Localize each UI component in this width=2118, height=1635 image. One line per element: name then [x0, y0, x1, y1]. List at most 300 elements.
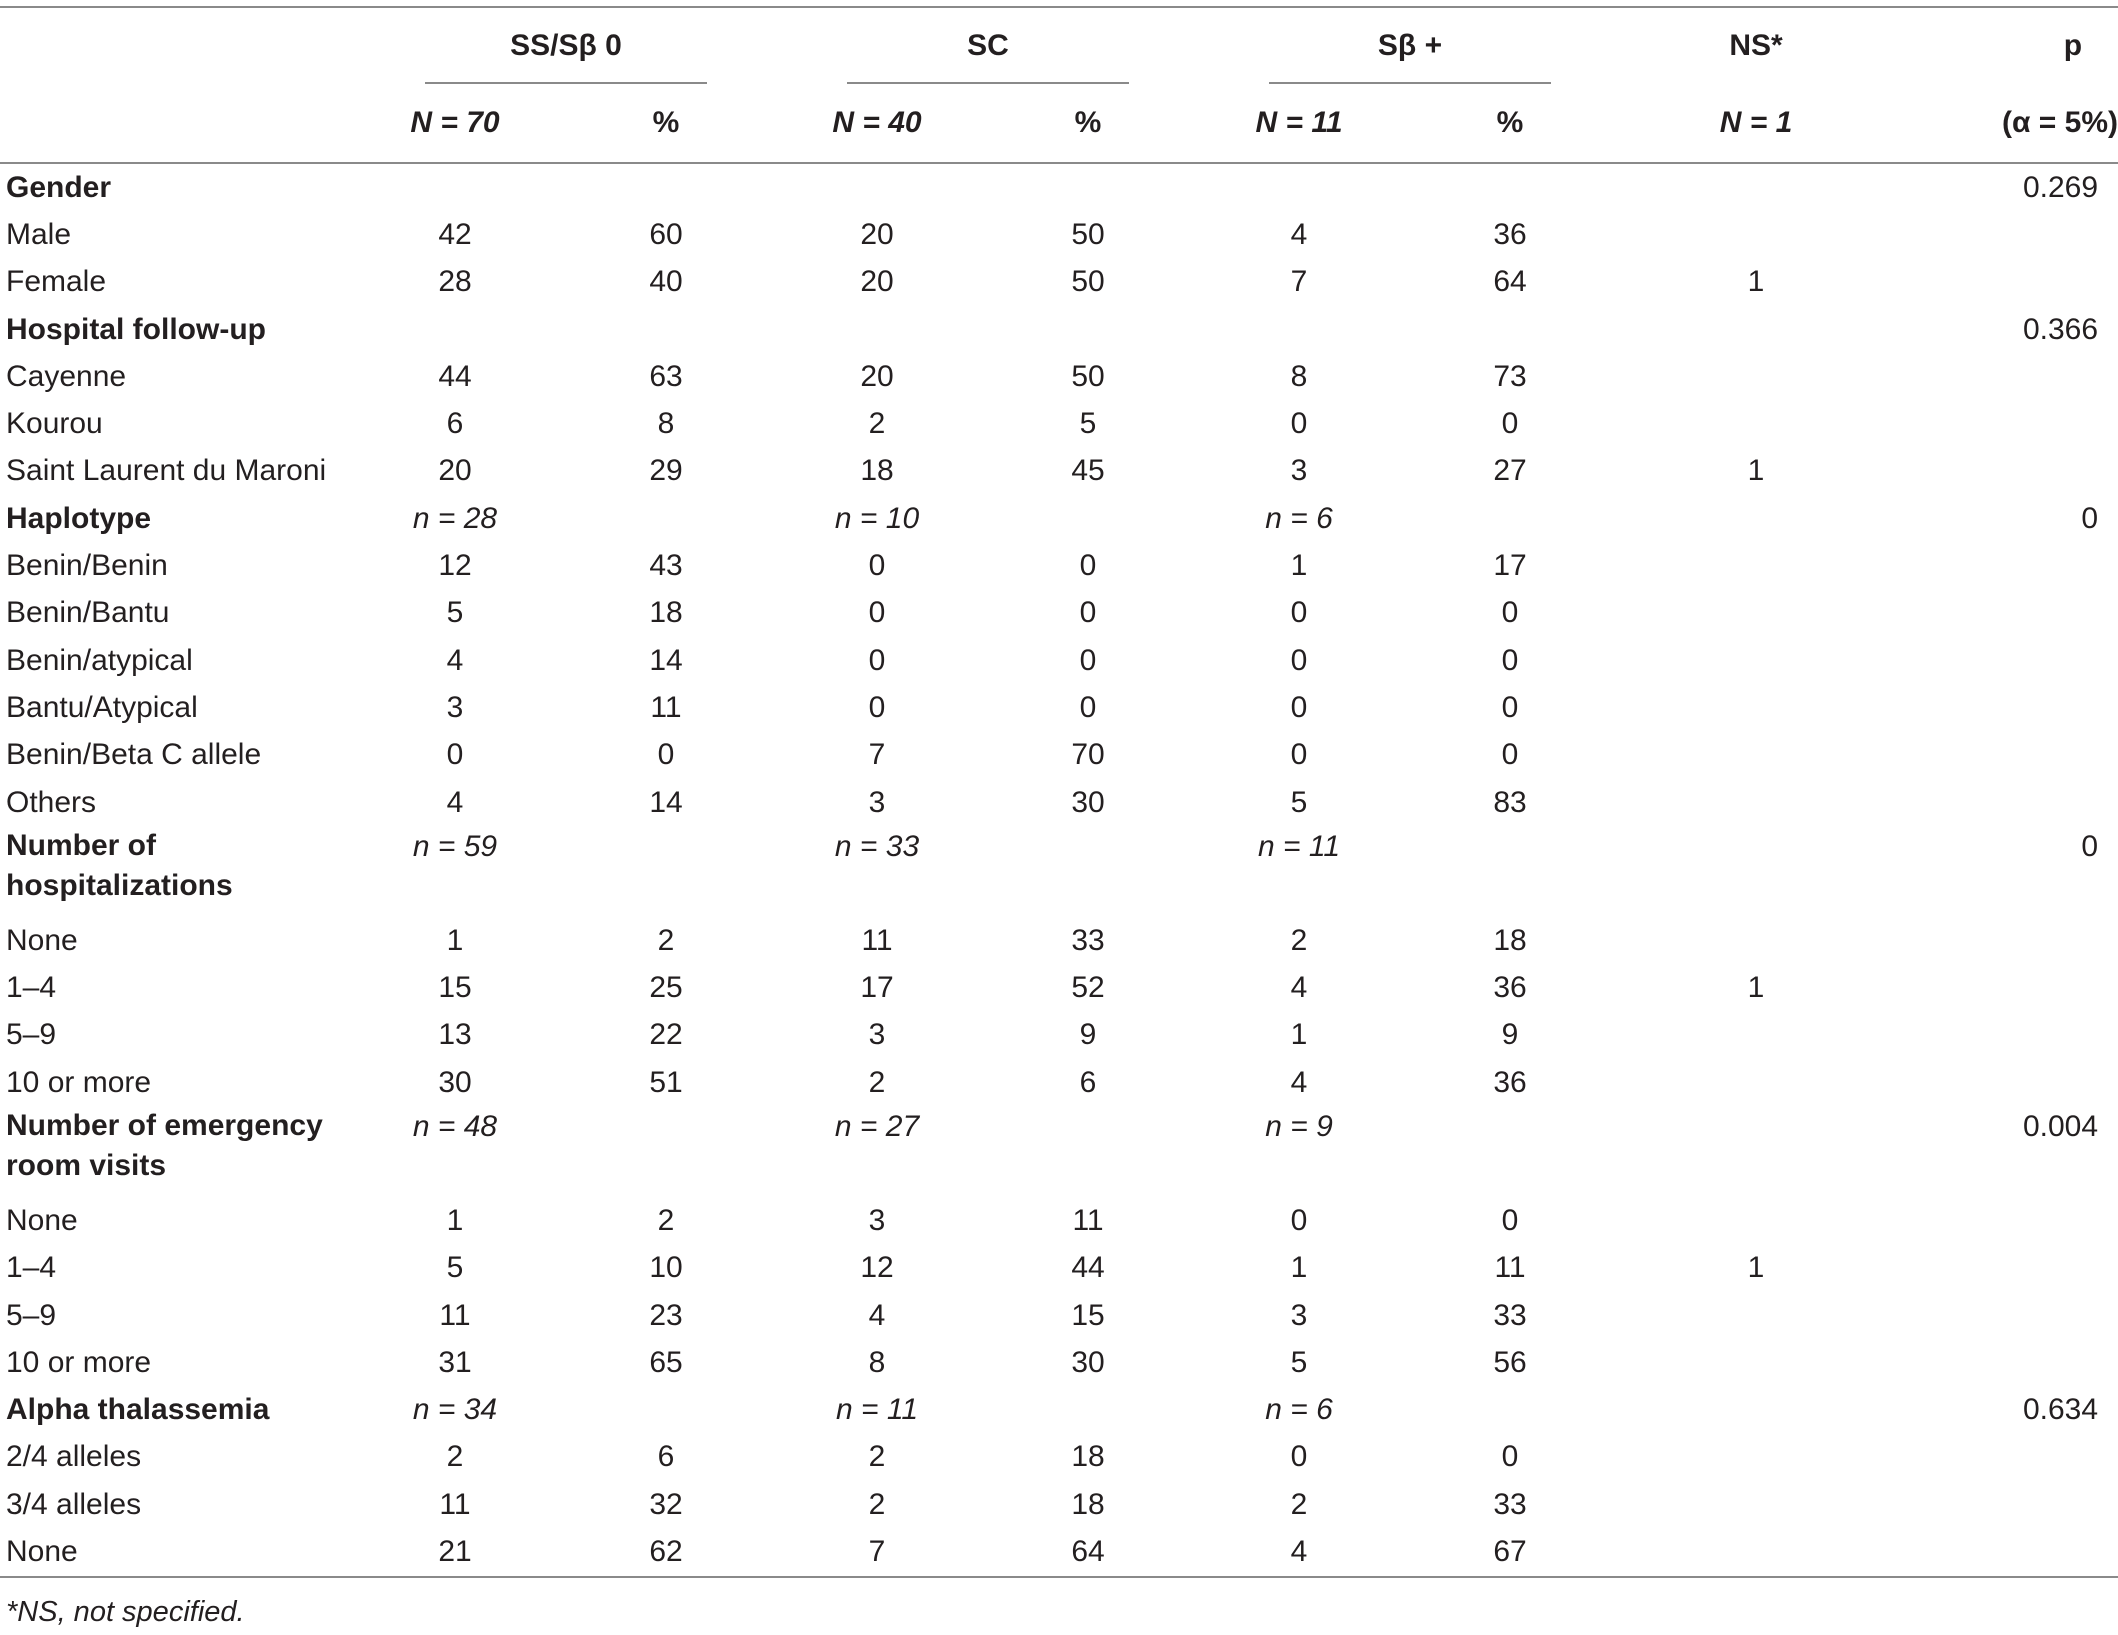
empty-cell — [1891, 1339, 2118, 1386]
empty-cell — [1891, 1012, 2118, 1059]
subtotal-cell — [355, 163, 555, 211]
empty-cell — [1891, 684, 2118, 731]
value-cell: 3 — [1290, 454, 1308, 488]
subtotal-cell: n = 6 — [1265, 501, 1333, 535]
value-cell: 5 — [446, 596, 464, 630]
value-cell: 4 — [1290, 971, 1308, 1005]
header-n-sc: N = 40 — [777, 84, 977, 163]
value-cell: 3 — [868, 785, 886, 819]
value-cell: 0 — [1079, 549, 1097, 583]
table-row — [0, 1339, 2118, 1386]
section-label: Number of hospitalizations — [6, 829, 233, 903]
value-cell: 0 — [1290, 407, 1308, 441]
subtotal-cell — [777, 163, 977, 211]
table-row — [0, 637, 2118, 684]
table-row — [0, 917, 2118, 964]
empty-cell — [977, 495, 1199, 542]
value-cell: 15 — [438, 971, 472, 1005]
value-cell: 0 — [1290, 1440, 1308, 1474]
value-cell — [1621, 1012, 1891, 1059]
value-cell: 15 — [1071, 1298, 1105, 1332]
row-label: Cayenne — [6, 359, 127, 393]
subtotal-cell: n = 9 — [1265, 1110, 1333, 1144]
value-cell: 8 — [1290, 359, 1308, 393]
empty-cell — [555, 495, 777, 542]
value-cell — [1621, 400, 1891, 447]
row-label: Others — [6, 785, 97, 819]
value-cell — [1621, 917, 1891, 964]
value-cell: 25 — [649, 971, 683, 1005]
value-cell — [1621, 1292, 1891, 1339]
header-group-ss — [355, 7, 777, 84]
table-row — [0, 353, 2118, 400]
value-cell: 2 — [868, 1487, 886, 1521]
p-value: 0.269 — [2022, 170, 2099, 204]
value-cell: 64 — [1493, 265, 1527, 299]
value-cell: 1 — [1290, 1251, 1308, 1285]
value-cell: 2 — [1290, 923, 1308, 957]
empty-cell — [1399, 1106, 1621, 1197]
value-cell: 1 — [1290, 549, 1308, 583]
table-row — [0, 448, 2118, 495]
empty-cell — [555, 163, 777, 211]
header-pct-sc: % — [977, 84, 1199, 163]
table-row — [0, 259, 2118, 306]
table-row — [0, 732, 2118, 779]
value-cell: 11 — [439, 1487, 471, 1521]
empty-cell — [1891, 259, 2118, 306]
table-row — [0, 1528, 2118, 1576]
empty-cell — [1621, 163, 1891, 211]
value-cell — [1621, 1481, 1891, 1528]
table-row — [0, 542, 2118, 589]
value-cell: 11 — [650, 690, 682, 724]
value-cell: 62 — [555, 1528, 777, 1576]
table-row — [0, 1012, 2118, 1059]
value-cell: 0 — [1079, 690, 1097, 724]
empty-cell — [977, 306, 1199, 353]
row-label: Male — [6, 217, 72, 251]
section-row — [0, 306, 2118, 353]
value-cell — [1621, 1339, 1891, 1386]
footnote: *NS, not specified. — [6, 1596, 245, 1628]
value-cell: 4 — [446, 785, 464, 819]
empty-cell — [1891, 590, 2118, 637]
empty-cell — [1891, 353, 2118, 400]
value-cell: 0 — [1079, 643, 1097, 677]
subtotal-cell — [355, 306, 555, 353]
value-cell: 20 — [438, 454, 472, 488]
value-cell: 83 — [1493, 785, 1527, 819]
value-cell: 1 — [1747, 971, 1765, 1005]
value-cell: 50 — [1071, 217, 1105, 251]
value-cell: 44 — [438, 359, 472, 393]
value-cell: 30 — [1071, 785, 1105, 819]
empty-cell — [555, 1387, 777, 1434]
table-header — [0, 7, 2118, 163]
value-cell: 2 — [657, 923, 675, 957]
value-cell: 13 — [438, 1018, 472, 1052]
value-cell: 0 — [1079, 596, 1097, 630]
empty-cell — [1891, 732, 2118, 779]
value-cell: 4 — [446, 643, 464, 677]
value-cell: 11 — [1072, 1203, 1104, 1237]
empty-cell — [1399, 306, 1621, 353]
value-cell: 0 — [1501, 643, 1519, 677]
empty-cell — [1891, 1434, 2118, 1481]
row-label: Kourou — [6, 407, 103, 441]
row-label: 10 or more — [6, 1345, 152, 1379]
section-label: Hospital follow-up — [6, 312, 266, 346]
value-cell: 21 — [355, 1528, 555, 1576]
value-cell: 1 — [1747, 265, 1765, 299]
value-cell: 65 — [649, 1345, 683, 1379]
value-cell: 9 — [1501, 1018, 1519, 1052]
section-label: Number of emergency room visits — [6, 1109, 323, 1183]
value-cell: 5 — [1290, 785, 1308, 819]
value-cell: 20 — [860, 265, 894, 299]
value-cell: 18 — [1493, 923, 1527, 957]
empty-cell — [1891, 1481, 2118, 1528]
group-name: SS/Sβ 0 — [510, 29, 622, 62]
value-cell — [1621, 732, 1891, 779]
table-row — [0, 779, 2118, 826]
subtotal-cell — [1199, 306, 1399, 353]
subtotal-cell: n = 27 — [834, 1110, 920, 1144]
value-cell: 3 — [446, 690, 464, 724]
row-label: Benin/atypical — [6, 643, 193, 677]
value-cell: 2 — [446, 1440, 464, 1474]
value-cell: 0 — [1501, 738, 1519, 772]
value-cell: 33 — [1493, 1487, 1527, 1521]
value-cell: 32 — [649, 1487, 683, 1521]
value-cell: 33 — [1071, 923, 1105, 957]
row-label: 5–9 — [6, 1298, 57, 1332]
header-blank — [0, 84, 355, 163]
section-label: Gender — [6, 170, 112, 204]
value-cell: 50 — [1071, 359, 1105, 393]
value-cell: 18 — [649, 596, 683, 630]
empty-cell — [555, 306, 777, 353]
value-cell: 45 — [1071, 454, 1105, 488]
value-cell: 14 — [649, 643, 683, 677]
empty-cell — [977, 1387, 1199, 1434]
value-cell: 31 — [438, 1345, 472, 1379]
section-row — [0, 826, 2118, 917]
value-cell: 33 — [1493, 1298, 1527, 1332]
empty-cell — [1399, 163, 1621, 211]
value-cell: 4 — [1290, 217, 1308, 251]
value-cell: 0 — [1290, 1203, 1308, 1237]
value-cell — [1621, 1434, 1891, 1481]
value-cell: 0 — [657, 738, 675, 772]
empty-cell — [555, 1106, 777, 1197]
value-cell: 20 — [860, 359, 894, 393]
value-cell — [1621, 211, 1891, 258]
value-cell: 67 — [1399, 1528, 1621, 1576]
row-label: 3/4 alleles — [6, 1487, 142, 1521]
value-cell: 0 — [868, 596, 886, 630]
row-label: 1–4 — [6, 971, 57, 1005]
row-label: None — [6, 1203, 78, 1237]
table-container — [0, 6, 2118, 1578]
value-cell — [1621, 1197, 1891, 1244]
value-cell: 0 — [868, 549, 886, 583]
value-cell: 2 — [1290, 1487, 1308, 1521]
empty-cell — [1891, 448, 2118, 495]
value-cell: 0 — [446, 738, 464, 772]
value-cell: 0 — [1290, 738, 1308, 772]
p-value: 0.634 — [2022, 1393, 2099, 1427]
value-cell — [1621, 1528, 1891, 1576]
subtotal-cell: n = 10 — [834, 501, 920, 535]
subtotal-cell: n = 11 — [1258, 830, 1341, 864]
section-row — [0, 163, 2118, 211]
header-n-ss: N = 70 — [355, 84, 555, 163]
value-cell: 5 — [1079, 407, 1097, 441]
empty-cell — [1399, 495, 1621, 542]
value-cell: 0 — [1501, 407, 1519, 441]
section-label: Alpha thalassemia — [6, 1393, 270, 1427]
p-value: 0 — [2081, 830, 2099, 864]
data-table — [0, 6, 2118, 1578]
empty-cell — [977, 826, 1199, 917]
value-cell: 0 — [868, 690, 886, 724]
empty-cell — [1621, 1387, 1891, 1434]
value-cell: 27 — [1493, 454, 1527, 488]
value-cell: 12 — [438, 549, 472, 583]
value-cell: 0 — [868, 643, 886, 677]
row-label: Saint Laurent du Maroni — [6, 454, 327, 488]
value-cell: 3 — [868, 1203, 886, 1237]
value-cell: 9 — [1079, 1018, 1097, 1052]
value-cell: 52 — [1071, 971, 1105, 1005]
value-cell: 2 — [868, 1440, 886, 1474]
value-cell: 1 — [1747, 454, 1765, 488]
value-cell: 0 — [1501, 1440, 1519, 1474]
table-row — [0, 1292, 2118, 1339]
row-label: Bantu/Atypical — [6, 690, 198, 724]
header-group-sb — [1199, 7, 1621, 84]
row-label: Benin/Benin — [6, 549, 168, 583]
empty-cell — [1891, 400, 2118, 447]
empty-cell — [977, 1106, 1199, 1197]
value-cell: 42 — [438, 217, 472, 251]
value-cell: 0 — [1290, 643, 1308, 677]
value-cell: 44 — [1071, 1251, 1105, 1285]
value-cell: 6 — [657, 1440, 675, 1474]
table-row — [0, 1059, 2118, 1106]
row-label: 5–9 — [6, 1018, 57, 1052]
value-cell: 1 — [1747, 1251, 1765, 1285]
value-cell: 7 — [1290, 265, 1308, 299]
value-cell: 28 — [438, 265, 472, 299]
value-cell: 1 — [446, 923, 464, 957]
value-cell: 56 — [1493, 1345, 1527, 1379]
empty-cell — [1891, 1059, 2118, 1106]
empty-cell — [1621, 1106, 1891, 1197]
table-row — [0, 964, 2118, 1011]
table-row — [0, 1434, 2118, 1481]
subtotal-cell: n = 6 — [1265, 1393, 1333, 1427]
value-cell: 14 — [649, 785, 683, 819]
subtotal-cell: n = 11 — [836, 1393, 919, 1427]
value-cell: 3 — [1290, 1298, 1308, 1332]
empty-cell — [1891, 542, 2118, 589]
value-cell: 20 — [860, 217, 894, 251]
empty-cell — [1891, 1197, 2118, 1244]
table-body — [0, 163, 2118, 1577]
header-p: p — [1891, 7, 2118, 84]
empty-cell — [1621, 495, 1891, 542]
header-n-sb: N = 11 — [1199, 84, 1399, 163]
value-cell: 63 — [649, 359, 683, 393]
value-cell: 36 — [1493, 1065, 1527, 1099]
value-cell: 2 — [868, 407, 886, 441]
subtotal-cell: n = 59 — [412, 830, 498, 864]
row-label: Female — [6, 265, 107, 299]
value-cell: 40 — [649, 265, 683, 299]
value-cell: 6 — [1079, 1065, 1097, 1099]
empty-cell — [1621, 306, 1891, 353]
value-cell: 64 — [977, 1528, 1199, 1576]
value-cell: 0 — [1501, 690, 1519, 724]
row-label: None — [0, 1528, 355, 1576]
value-cell — [1621, 1059, 1891, 1106]
value-cell: 36 — [1493, 971, 1527, 1005]
value-cell: 8 — [657, 407, 675, 441]
value-cell: 30 — [438, 1065, 472, 1099]
value-cell: 2 — [657, 1203, 675, 1237]
value-cell: 73 — [1493, 359, 1527, 393]
header-p-alpha: (α = 5%) — [1891, 84, 2118, 163]
row-label: 10 or more — [6, 1065, 152, 1099]
group-name: SC — [967, 29, 1009, 62]
section-row — [0, 1106, 2118, 1197]
table-row — [0, 1197, 2118, 1244]
empty-cell — [1891, 211, 2118, 258]
subtotal-cell: n = 28 — [412, 501, 498, 535]
value-cell: 43 — [649, 549, 683, 583]
table-row — [0, 590, 2118, 637]
value-cell: 5 — [1290, 1345, 1308, 1379]
value-cell: 23 — [649, 1298, 683, 1332]
value-cell: 7 — [868, 738, 886, 772]
value-cell — [1621, 590, 1891, 637]
empty-cell — [1891, 917, 2118, 964]
value-cell: 0 — [1501, 596, 1519, 630]
value-cell — [1621, 353, 1891, 400]
table-row — [0, 211, 2118, 258]
row-label: 2/4 alleles — [6, 1440, 142, 1474]
section-label: Haplotype — [6, 501, 152, 535]
header-n-ns: N = 1 — [1621, 84, 1891, 163]
table-row — [0, 1245, 2118, 1292]
table-row — [0, 400, 2118, 447]
row-label: None — [6, 923, 78, 957]
value-cell: 30 — [1071, 1345, 1105, 1379]
value-cell: 4 — [1290, 1065, 1308, 1099]
section-row — [0, 1387, 2118, 1434]
p-value: 0.004 — [2022, 1110, 2099, 1144]
value-cell: 5 — [446, 1251, 464, 1285]
header-blank — [0, 7, 355, 84]
empty-cell — [1891, 637, 2118, 684]
empty-cell — [1891, 1528, 2118, 1576]
empty-cell — [1891, 779, 2118, 826]
value-cell: 18 — [860, 454, 894, 488]
header-ns: NS* — [1621, 7, 1891, 84]
value-cell: 11 — [1494, 1251, 1526, 1285]
value-cell — [1621, 779, 1891, 826]
value-cell: 22 — [649, 1018, 683, 1052]
value-cell: 11 — [439, 1298, 471, 1332]
value-cell: 0 — [1290, 596, 1308, 630]
value-cell: 7 — [777, 1528, 977, 1576]
header-pct-sb: % — [1399, 84, 1621, 163]
value-cell — [1621, 637, 1891, 684]
value-cell: 0 — [1501, 1203, 1519, 1237]
value-cell: 10 — [649, 1251, 683, 1285]
value-cell: 29 — [649, 454, 683, 488]
value-cell: 4 — [868, 1298, 886, 1332]
table-row — [0, 1481, 2118, 1528]
table-row — [0, 684, 2118, 731]
value-cell: 3 — [868, 1018, 886, 1052]
header-row-counts — [0, 84, 2118, 163]
value-cell — [1621, 542, 1891, 589]
row-label: 1–4 — [6, 1251, 57, 1285]
row-label: Benin/Bantu — [6, 596, 170, 630]
group-name: Sβ + — [1377, 29, 1443, 62]
value-cell: 70 — [1071, 738, 1105, 772]
value-cell: 8 — [868, 1345, 886, 1379]
value-cell: 60 — [649, 217, 683, 251]
empty-cell — [977, 163, 1199, 211]
empty-cell — [555, 826, 777, 917]
value-cell: 18 — [1071, 1440, 1105, 1474]
empty-cell — [1399, 826, 1621, 917]
subtotal-cell — [777, 306, 977, 353]
p-value: 0.366 — [2022, 312, 2099, 346]
value-cell: 0 — [1290, 690, 1308, 724]
empty-cell — [1621, 826, 1891, 917]
value-cell: 17 — [860, 971, 894, 1005]
p-value: 0 — [2081, 501, 2099, 535]
empty-cell — [1891, 1245, 2118, 1292]
header-pct-ss: % — [555, 84, 777, 163]
value-cell: 50 — [1071, 265, 1105, 299]
subtotal-cell — [1199, 163, 1399, 211]
subtotal-cell: n = 34 — [412, 1393, 498, 1427]
value-cell: 12 — [860, 1251, 894, 1285]
value-cell: 11 — [861, 923, 893, 957]
value-cell: 1 — [1290, 1018, 1308, 1052]
value-cell: 6 — [446, 407, 464, 441]
value-cell: 18 — [1071, 1487, 1105, 1521]
header-row-groups — [0, 7, 2118, 84]
subtotal-cell: n = 48 — [412, 1110, 498, 1144]
value-cell: 51 — [649, 1065, 683, 1099]
empty-cell — [1891, 964, 2118, 1011]
value-cell: 2 — [868, 1065, 886, 1099]
value-cell: 1 — [446, 1203, 464, 1237]
value-cell: 4 — [1199, 1528, 1399, 1576]
header-group-sc — [777, 7, 1199, 84]
empty-cell — [1891, 1292, 2118, 1339]
subtotal-cell: n = 33 — [834, 830, 920, 864]
section-row — [0, 495, 2118, 542]
